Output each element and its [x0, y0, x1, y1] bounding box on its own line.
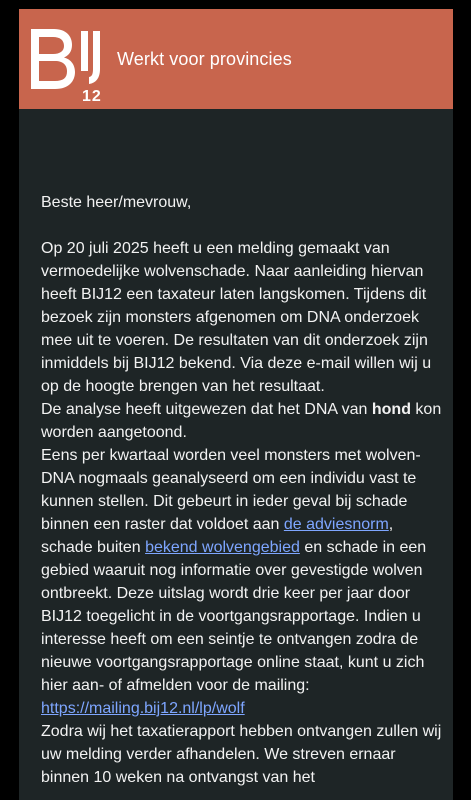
analysis-text-3: en schade in een gebied waaruit nog informatie over gevestigde wolven ontbreekt. Deze uitslag wordt drie keer per jaar door BIJ12 toegelicht in de voortgangsrapportage. Indien u interesse heeft om een seintje te ontvangen zodra de nieuwe voortgangsrapportage online staat, kunt u zich hier aan- of afmelden voor de mailing:: [41, 539, 427, 694]
result-text-before: De analyse heeft uitgewezen dat het DNA van: [41, 401, 372, 418]
paragraph-followup: Zodra wij het taxatierapport hebben ontvangen zullen wij uw melding verder afhandelen. We streven ernaar binnen 10 weken na ontvangst van het: [41, 723, 442, 786]
result-species: hond: [371, 401, 411, 418]
bij12-logo: [19, 9, 115, 109]
mailing-link[interactable]: https://mailing.bij12.nl/lp/wolf: [41, 700, 245, 717]
paragraph-intro: Op 20 juli 2025 heeft u een melding gemaakt van vermoedelijke wolvenschade. Naar aanleiding hiervan heeft BIJ12 een taxateur laten langskomen. Tijdens dit bezoek zijn monsters afgenomen om DNA onderzoek mee uit te voeren. De resultaten van dit onderzoek zijn inmiddels bij BIJ12 bekend. Via deze e-mail willen wij u op de hoogte brengen van het resultaat.: [41, 240, 432, 395]
analysis-text-1: Eens per kwartaal worden veel monsters met wolven-DNA nogmaals geanalyseerd om een individu vast te kunnen stellen. Dit gebeurt in ieder geval bij schade binnen een raster dat voldoet aan: [41, 447, 421, 533]
email-body: [19, 109, 453, 800]
paragraph-analysis: [41, 444, 443, 720]
adviesnorm-link[interactable]: de adviesnorm: [283, 516, 389, 533]
logo-sub-text: 12: [82, 88, 102, 105]
analysis-text-2: , schade buiten: [41, 516, 394, 556]
paragraph-result: [41, 398, 443, 444]
salutation: Beste heer/mevrouw,: [41, 194, 192, 211]
sender-tagline: Werkt voor provincies: [117, 48, 292, 69]
email-header-banner: [19, 9, 453, 109]
wolvengebied-link[interactable]: bekend wolvengebied: [145, 539, 300, 556]
result-text-after: kon worden aangetoond.: [41, 401, 442, 441]
